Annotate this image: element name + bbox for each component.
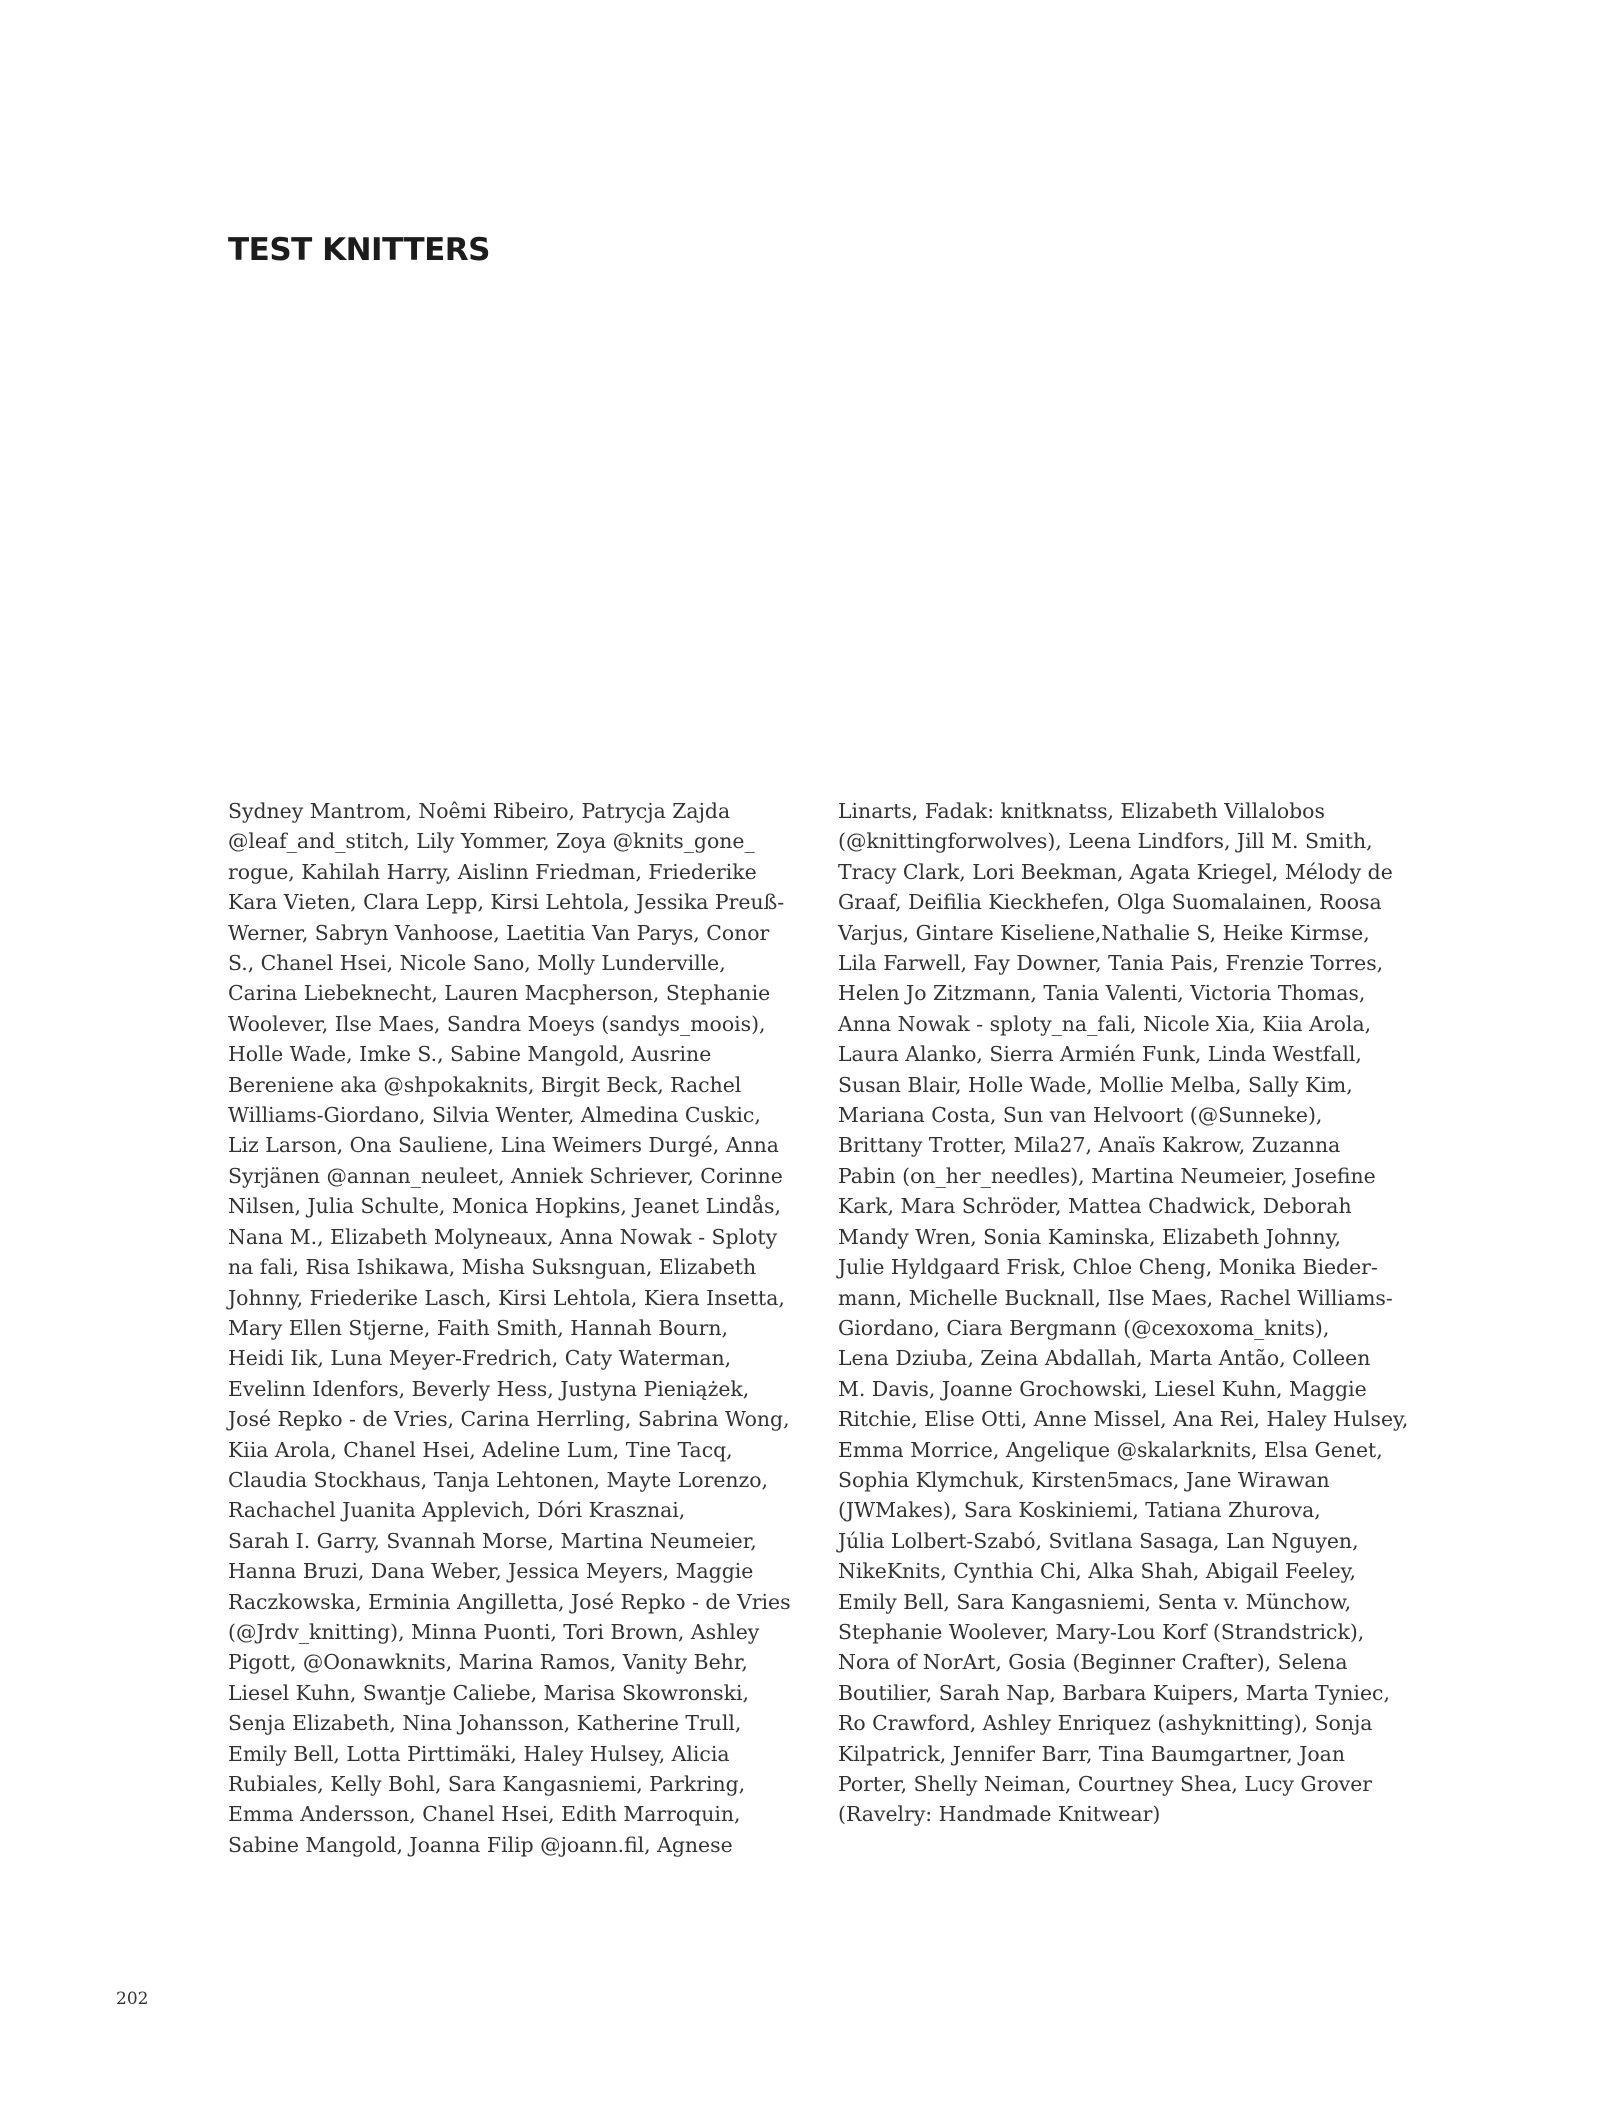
knitter-names-line: Hanna Bruzi, Dana Weber, Jessica Meyers, Maggie [228, 1559, 754, 1584]
knitter-names-line: (@knittingforwolves), Leena Lindfors, Jill M. Smith, [838, 829, 1373, 854]
knitter-names-line: Williams-Giordano, Silvia Wenter, Almedina Cuskic, [228, 1103, 761, 1128]
knitter-names-line: Giordano, Ciara Bergmann (@cexoxoma_knits), [838, 1315, 1330, 1340]
knitter-names-line: Kara Vieten, Clara Lepp, Kirsi Lehtola, Jessika Preuß- [228, 890, 785, 915]
knitter-names-line: Rachachel Juanita Applevich, Dóri Krasznai, [228, 1498, 686, 1523]
knitter-names-line: Bereniene aka @shpokaknits, Birgit Beck, Rachel [228, 1072, 742, 1097]
knitter-names-line: Porter, Shelly Neiman, Courtney Shea, Lucy Grover [838, 1772, 1373, 1796]
knitter-names-line: Kiia Arola, Chanel Hsei, Adeline Lum, Tine Tacq, [228, 1437, 733, 1462]
knitter-names-line: S., Chanel Hsei, Nicole Sano, Molly Lunderville, [228, 951, 726, 976]
knitters-column-right [838, 796, 1409, 1830]
knitter-names-line: Sabine Mangold, Joanna Filip @joann.fil, Agnese [228, 1832, 733, 1857]
knitter-names-line: Carina Liebeknecht, Lauren Macpherson, Stephanie [228, 981, 771, 1006]
knitter-names-line: Graaf, Deifilia Kieckhefen, Olga Suomalainen, Roosa [838, 890, 1382, 915]
knitter-names-line: Lila Farwell, Fay Downer, Tania Pais, Frenzie Torres, [838, 951, 1384, 976]
knitters-column-left [228, 796, 791, 1860]
knitter-names-line: Emily Bell, Sara Kangasniemi, Senta v. Münchow, [838, 1589, 1352, 1614]
page-number: 202 [116, 1989, 149, 2009]
knitter-names-line: Pabin (on_her_needles), Martina Neumeier, Josefine [838, 1163, 1376, 1188]
knitter-names-line: Liesel Kuhn, Swantje Caliebe, Marisa Skowronski, [228, 1680, 749, 1705]
knitter-names-line: Raczkowska, Erminia Angilletta, José Repko - de Vries [228, 1589, 791, 1614]
knitter-names-line: NikeKnits, Cynthia Chi, Alka Shah, Abigail Feeley, [838, 1559, 1356, 1584]
knitter-names-line: Evelinn Idenfors, Beverly Hess, Justyna Pieniążek, [228, 1376, 750, 1401]
knitter-names-line: Pigott, @Oonawknits, Marina Ramos, Vanity Behr, [228, 1650, 748, 1675]
knitter-names-line: Emma Andersson, Chanel Hsei, Edith Marroquin, [228, 1802, 741, 1827]
knitter-names-line: @leaf_and_stitch, Lily Yommer, Zoya @knits_gone_ [228, 829, 755, 854]
knitter-names-line: (@Jrdv_knitting), Minna Puonti, Tori Brown, Ashley [228, 1619, 760, 1644]
knitter-names-line: Kark, Mara Schröder, Mattea Chadwick, Deborah [838, 1194, 1352, 1219]
knitter-names-line: Laura Alanko, Sierra Armién Funk, Linda Westfall, [838, 1042, 1362, 1067]
knitter-names-line: Nana M., Elizabeth Molyneaux, Anna Nowak - Sploty [228, 1224, 778, 1249]
knitter-names-line: Ro Crawford, Ashley Enriquez (ashyknitting), Sonja [838, 1711, 1373, 1736]
knitter-names-line: Mary Ellen Stjerne, Faith Smith, Hannah Bourn, [228, 1315, 728, 1340]
knitter-names-line: Mariana Costa, Sun van Helvoort (@Sunneke), [838, 1103, 1323, 1128]
knitter-names-line: Heidi Iik, Luna Meyer-Fredrich, Caty Waterman, [228, 1346, 732, 1371]
knitter-names-line: Boutilier, Sarah Nap, Barbara Kuipers, Marta Tyniec, [838, 1680, 1390, 1705]
knitter-names-line: Nora of NorArt, Gosia (Beginner Crafter), Selena [838, 1650, 1348, 1675]
knitter-names-line: Stephanie Woolever, Mary-Lou Korf (Strandstrick), [838, 1619, 1365, 1644]
knitter-names-line: (Ravelry: Handmade Knitwear) [838, 1802, 1161, 1827]
knitter-names-line: Woolever, Ilse Maes, Sandra Moeys (sandys_moois), [228, 1011, 766, 1036]
page-heading: TEST KNITTERS [228, 232, 490, 268]
knitter-names-line: Claudia Stockhaus, Tanja Lehtonen, Mayte Lorenzo, [228, 1467, 769, 1492]
knitter-names-line: Emily Bell, Lotta Pirttimäki, Haley Hulsey, Alicia [228, 1741, 730, 1766]
knitter-names-line: Ritchie, Elise Otti, Anne Missel, Ana Rei, Haley Hulsey, [838, 1407, 1409, 1432]
knitter-names-line: Brittany Trotter, Mila27, Anaïs Kakrow, Zuzanna [838, 1133, 1341, 1158]
knitter-names-line: José Repko - de Vries, Carina Herrling, Sabrina Wong, [228, 1407, 790, 1432]
knitter-names-line: Julie Hyldgaard Frisk, Chloe Cheng, Monika Bieder- [838, 1255, 1378, 1280]
knitter-names-line: M. Davis, Joanne Grochowski, Liesel Kuhn, Maggie [838, 1376, 1367, 1401]
knitter-names-line: Varjus, Gintare Kiseliene,Nathalie S, Heike Kirmse, [838, 920, 1370, 945]
knitter-names-line: Liz Larson, Ona Sauliene, Lina Weimers Durgé, Anna [228, 1133, 779, 1158]
knitter-names-line: (JWMakes), Sara Koskiniemi, Tatiana Zhurova, [838, 1498, 1321, 1523]
knitter-names-line: Júlia Lolbert-Szabó, Svitlana Sasaga, Lan Nguyen, [838, 1528, 1359, 1553]
knitter-names-line: Linarts, Fadak: knitknatss, Elizabeth Villalobos [838, 799, 1325, 823]
knitter-names-line: Sophia Klymchuk, Kirsten5macs, Jane Wirawan [838, 1467, 1330, 1492]
knitter-names-line: Lena Dziuba, Zeina Abdallah, Marta Antão, Colleen [838, 1346, 1371, 1371]
knitter-names-line: rogue, Kahilah Harry, Aislinn Friedman, Friederike [228, 859, 757, 884]
knitter-names-line: Anna Nowak - sploty_na_fali, Nicole Xia, Kiia Arola, [838, 1011, 1372, 1036]
knitter-names-line: Helen Jo Zitzmann, Tania Valenti, Victoria Thomas, [838, 981, 1366, 1006]
knitter-names-line: mann, Michelle Bucknall, Ilse Maes, Rachel Williams- [838, 1285, 1393, 1310]
knitter-names-line: Syrjänen @annan_neuleet, Anniek Schriever, Corinne [228, 1163, 783, 1188]
knitter-names-line: Emma Morrice, Angelique @skalarknits, Elsa Genet, [838, 1437, 1383, 1462]
knitter-names-line: Mandy Wren, Sonia Kaminska, Elizabeth Johnny, [838, 1224, 1341, 1249]
knitter-names-line: Holle Wade, Imke S., Sabine Mangold, Ausrine [228, 1042, 712, 1067]
knitter-names-line: Tracy Clark, Lori Beekman, Agata Kriegel, Mélody de [838, 859, 1393, 884]
knitter-names-line: Rubiales, Kelly Bohl, Sara Kangasniemi, Parkring, [228, 1772, 746, 1796]
knitter-names-line: Susan Blair, Holle Wade, Mollie Melba, Sally Kim, [838, 1072, 1353, 1097]
knitter-names-line: Senja Elizabeth, Nina Johansson, Katherine Trull, [228, 1711, 742, 1736]
knitter-names-line: Sydney Mantrom, Noêmi Ribeiro, Patrycja Zajda [228, 799, 731, 823]
knitter-names-line: Nilsen, Julia Schulte, Monica Hopkins, Jeanet Lindås, [228, 1194, 781, 1219]
knitter-names-line: Sarah I. Garry, Svannah Morse, Martina Neumeier, [228, 1528, 757, 1553]
knitter-names-line: Werner, Sabryn Vanhoose, Laetitia Van Parys, Conor [228, 920, 770, 945]
knitter-names-line: na fali, Risa Ishikawa, Misha Suksnguan, Elizabeth [228, 1255, 757, 1280]
knitter-names-line: Kilpatrick, Jennifer Barr, Tina Baumgartner, Joan [838, 1741, 1345, 1766]
knitter-names-line: Johnny, Friederike Lasch, Kirsi Lehtola, Kiera Insetta, [228, 1285, 785, 1310]
